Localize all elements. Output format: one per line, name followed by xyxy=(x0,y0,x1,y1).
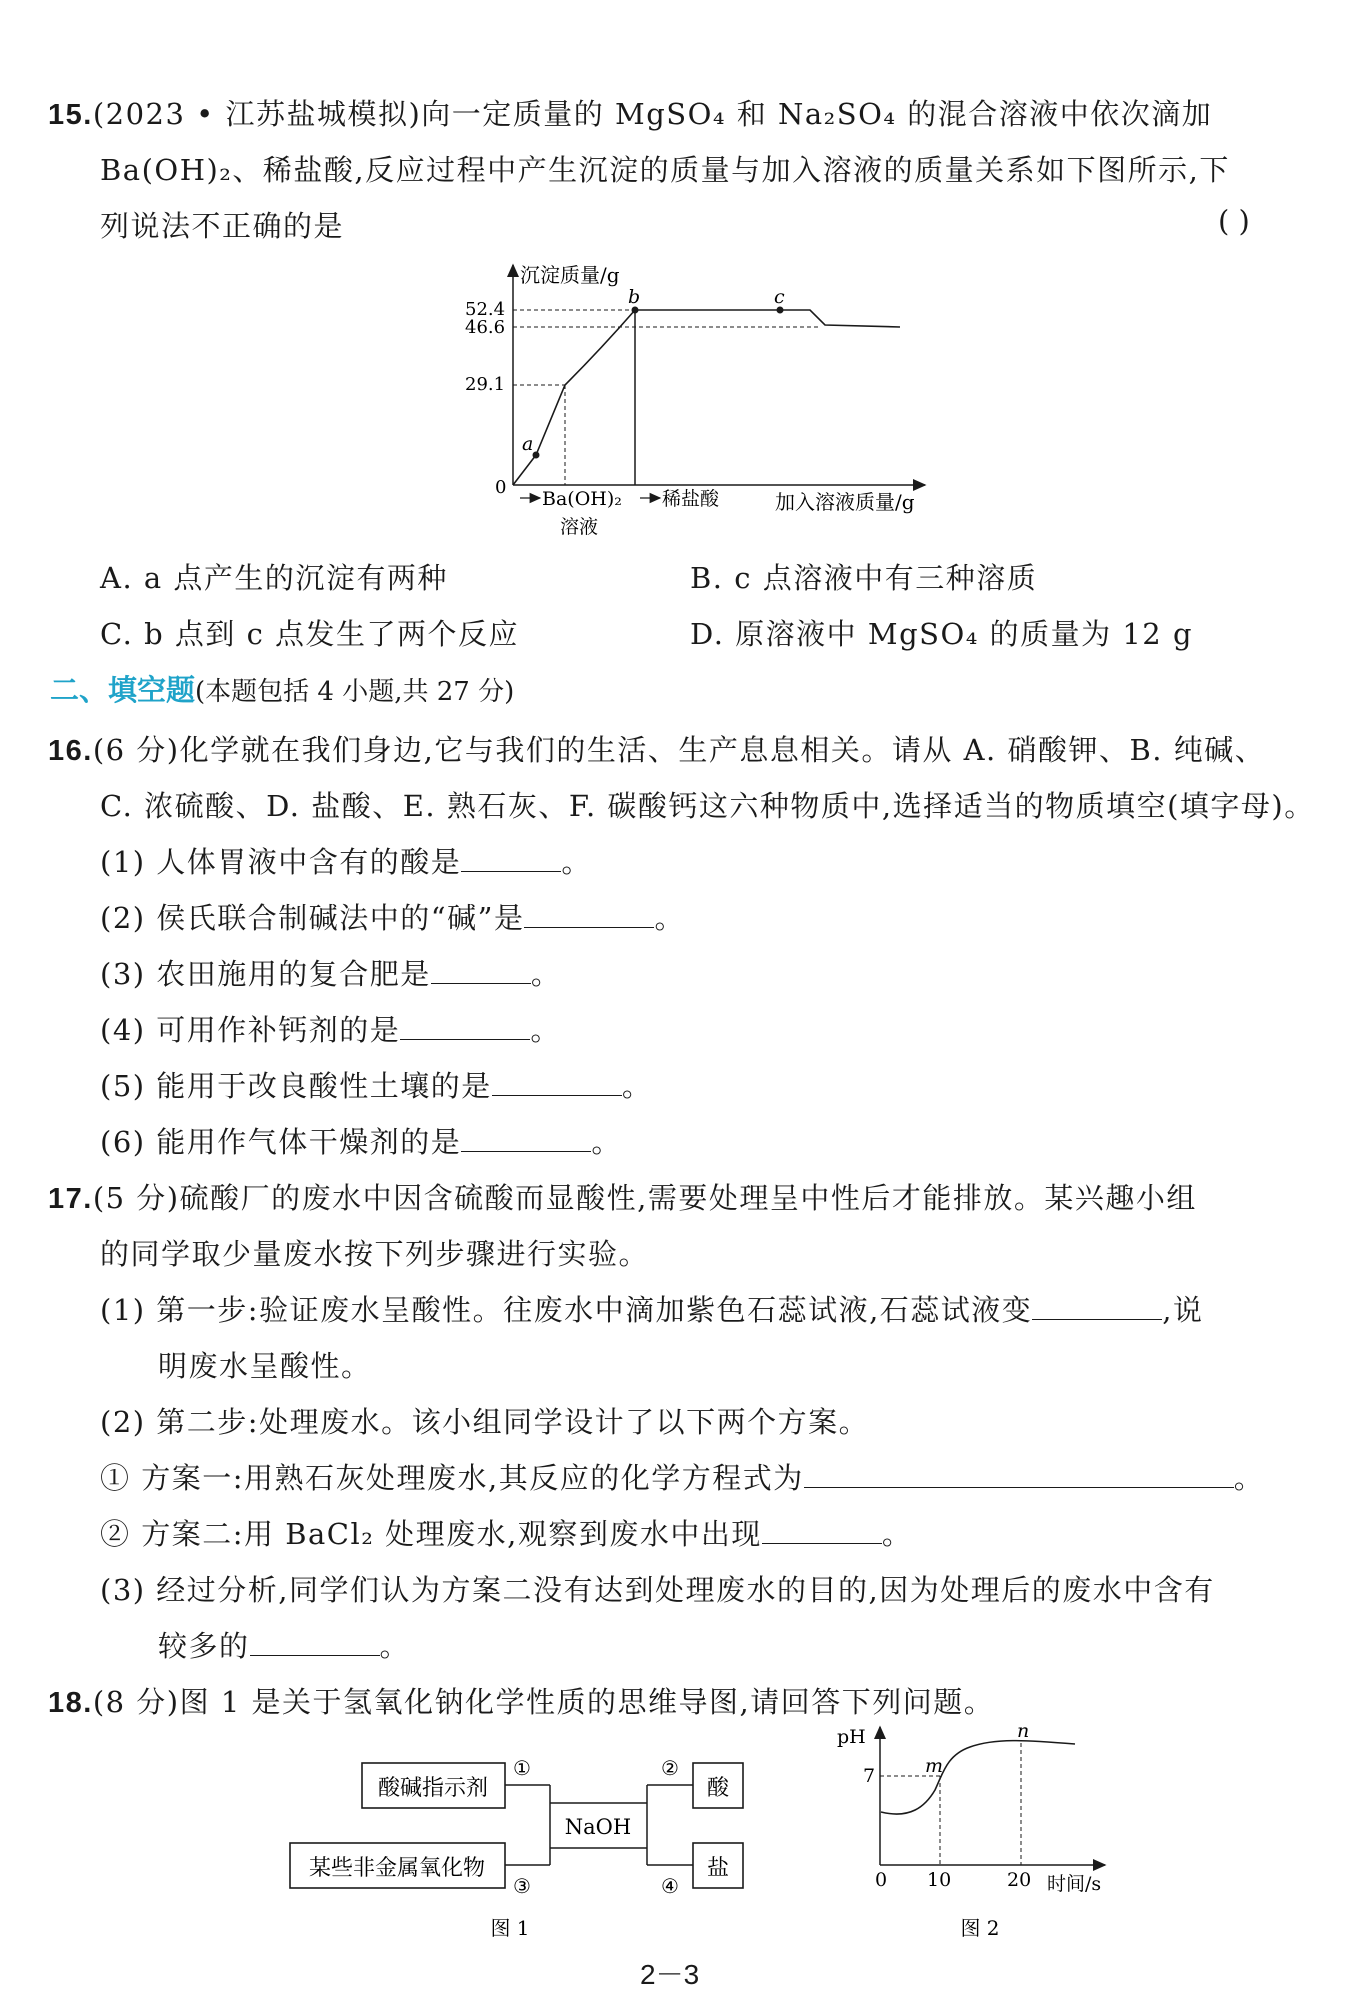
label-n: n xyxy=(1017,1720,1030,1742)
point-a xyxy=(533,452,540,459)
option-c: C. b 点到 c 点发生了两个反应 xyxy=(100,617,520,651)
x-tick-20: 20 xyxy=(1007,1869,1032,1891)
q15-line1 xyxy=(48,92,1212,133)
period: 。 xyxy=(530,1013,561,1047)
q16-item-2 xyxy=(100,896,685,937)
q16-item-6-text: (6) 能用作气体干燥剂的是 xyxy=(100,1125,462,1159)
section-note: (本题包括 4 小题,共 27 分) xyxy=(195,677,515,707)
q15-line2: Ba(OH)₂、稀盐酸,反应过程中产生沉淀的质量与加入溶液的质量关系如下图所示,下 xyxy=(100,153,1230,187)
q16-item-2-text: (2) 侯氏联合制碱法中的“碱”是 xyxy=(100,901,525,935)
section-heading xyxy=(50,668,514,709)
label-salt: 盐 xyxy=(706,1856,730,1881)
period: 。 xyxy=(379,1629,411,1663)
q17-s3a: (3) 经过分析,同学们认为方案二没有达到处理废水的目的,因为处理后的废水中含有 xyxy=(100,1573,1215,1607)
q18-line1-text: (8 分)图 1 是关于氢氧化钠化学性质的思维导图,请回答下列问题。 xyxy=(92,1685,995,1719)
figure-2 xyxy=(835,1715,1125,1945)
q17-s2: (2) 第二步:处理废水。该小组同学设计了以下两个方案。 xyxy=(100,1405,870,1439)
caption-fig1: 图 1 xyxy=(490,1916,530,1940)
q16-line1-text: (6 分)化学就在我们身边,它与我们的生活、生产息息相关。请从 A. 硝酸钾、B. 纯碱、 xyxy=(92,733,1266,767)
q16-item-1 xyxy=(100,840,592,881)
q16-item-3 xyxy=(100,952,561,993)
period: 。 xyxy=(654,901,685,935)
q17-line2: 的同学取少量废水按下列步骤进行实验。 xyxy=(100,1237,650,1271)
q17-s3b xyxy=(158,1624,410,1665)
q16-item-4-text: (4) 可用作补钙剂的是 xyxy=(100,1013,401,1047)
option-b: B. c 点溶液中有三种溶质 xyxy=(690,561,1038,595)
q17-s3b-text: 较多的 xyxy=(158,1629,250,1663)
marker-1: ① xyxy=(513,1756,531,1780)
label-c: c xyxy=(774,286,785,308)
q15-line1-text: (2023 • 江苏盐城模拟)向一定质量的 MgSO₄ 和 Na₂SO₄ 的混合溶液中依次滴加 xyxy=(92,97,1213,131)
x-axis-label: 加入溶液质量/g xyxy=(775,490,915,514)
q17-s1-text: (1) 第一步:验证废水呈酸性。往废水中滴加紫色石蕊试液,石蕊试液变 xyxy=(100,1293,1033,1327)
q16-item-5 xyxy=(100,1064,652,1105)
y-tick-29-1: 29.1 xyxy=(465,374,506,395)
precipitate-curve xyxy=(513,310,900,485)
label-acid: 酸 xyxy=(706,1776,730,1801)
q17-s1c: 明废水呈酸性。 xyxy=(158,1349,372,1383)
page-number: 2－3 xyxy=(640,1959,700,1990)
q15-line3: 列说法不正确的是 xyxy=(100,209,345,243)
label-nonmetal-oxide: 某些非金属氧化物 xyxy=(308,1856,486,1881)
blank[interactable] xyxy=(461,847,561,872)
label-m: m xyxy=(925,1755,944,1777)
marker-3: ③ xyxy=(513,1874,531,1898)
period: 。 xyxy=(621,1069,653,1103)
q17-s2a xyxy=(100,1456,1264,1497)
q17-s2b-text: ② 方案二:用 BaCl₂ 处理废水,观察到废水中出现 xyxy=(100,1517,762,1551)
region-hcl: 稀盐酸 xyxy=(662,488,720,510)
blank[interactable] xyxy=(762,1519,882,1544)
blank[interactable] xyxy=(492,1071,622,1096)
q15-chart xyxy=(440,255,980,545)
period: 。 xyxy=(1233,1461,1265,1495)
blank[interactable] xyxy=(461,1127,591,1152)
q15-number: 15. xyxy=(48,99,93,131)
section-title: 二、填空题 xyxy=(50,673,196,707)
q18-number: 18. xyxy=(48,1687,93,1719)
blank[interactable] xyxy=(250,1631,380,1656)
q16-number: 16. xyxy=(48,735,93,767)
y-tick-46-6: 46.6 xyxy=(465,317,506,338)
region-solution: 溶液 xyxy=(560,516,599,538)
marker-2: ② xyxy=(661,1756,679,1780)
ph-7-tick: 7 xyxy=(863,1765,876,1787)
q16-item-1-text: (1) 人体胃液中含有的酸是 xyxy=(100,845,462,879)
q16-item-6 xyxy=(100,1120,622,1161)
ph-axis-label: pH xyxy=(837,1726,866,1748)
x-tick-0: 0 xyxy=(875,1869,888,1891)
q17-s1-tail: ,说 xyxy=(1162,1293,1204,1327)
x-tick-10: 10 xyxy=(927,1869,952,1891)
answer-paren: ( ) xyxy=(1218,204,1250,238)
blank[interactable] xyxy=(804,1463,1234,1488)
y-tick-52-4: 52.4 xyxy=(465,299,506,320)
period: 。 xyxy=(881,1517,913,1551)
q17-s2a-text: ① 方案一:用熟石灰处理废水,其反应的化学方程式为 xyxy=(100,1461,804,1495)
q17-number: 17. xyxy=(48,1183,93,1215)
time-axis-label: 时间/s xyxy=(1047,1873,1102,1895)
q17-line1-text: (5 分)硫酸厂的废水中因含硫酸而显酸性,需要处理呈中性后才能排放。某兴趣小组 xyxy=(92,1181,1197,1215)
label-indicator: 酸碱指示剂 xyxy=(377,1776,489,1801)
q16-item-4 xyxy=(100,1008,561,1049)
label-a: a xyxy=(522,433,534,455)
period: 。 xyxy=(530,957,562,991)
blank[interactable] xyxy=(400,1015,530,1040)
q16-item-5-text: (5) 能用于改良酸性土壤的是 xyxy=(100,1069,492,1103)
blank[interactable] xyxy=(1032,1295,1162,1320)
period: 。 xyxy=(591,1125,622,1159)
ph-curve xyxy=(881,1741,1075,1814)
label-naoh: NaOH xyxy=(564,1815,632,1839)
q17-s1 xyxy=(100,1288,1204,1329)
label-b: b xyxy=(628,286,641,308)
option-d: D. 原溶液中 MgSO₄ 的质量为 12 g xyxy=(690,617,1194,651)
period: 。 xyxy=(561,845,592,879)
region-baoh: Ba(OH)₂ xyxy=(542,488,622,510)
blank[interactable] xyxy=(431,959,531,984)
q16-item-3-text: (3) 农田施用的复合肥是 xyxy=(100,957,431,991)
q17-line1 xyxy=(48,1176,1197,1217)
figure-1 xyxy=(285,1745,755,1945)
caption-fig2: 图 2 xyxy=(960,1916,1000,1940)
q17-s2b xyxy=(100,1512,912,1553)
origin-label: 0 xyxy=(495,477,507,498)
marker-4: ④ xyxy=(661,1874,679,1898)
q16-line1 xyxy=(48,728,1265,769)
option-a: A. a 点产生的沉淀有两种 xyxy=(100,561,448,595)
q16-line2: C. 浓硫酸、D. 盐酸、E. 熟石灰、F. 碳酸钙这六种物质中,选择适当的物质填空(填字母)。 xyxy=(100,789,1315,823)
y-axis-label: 沉淀质量/g xyxy=(520,263,620,287)
blank[interactable] xyxy=(524,903,654,928)
